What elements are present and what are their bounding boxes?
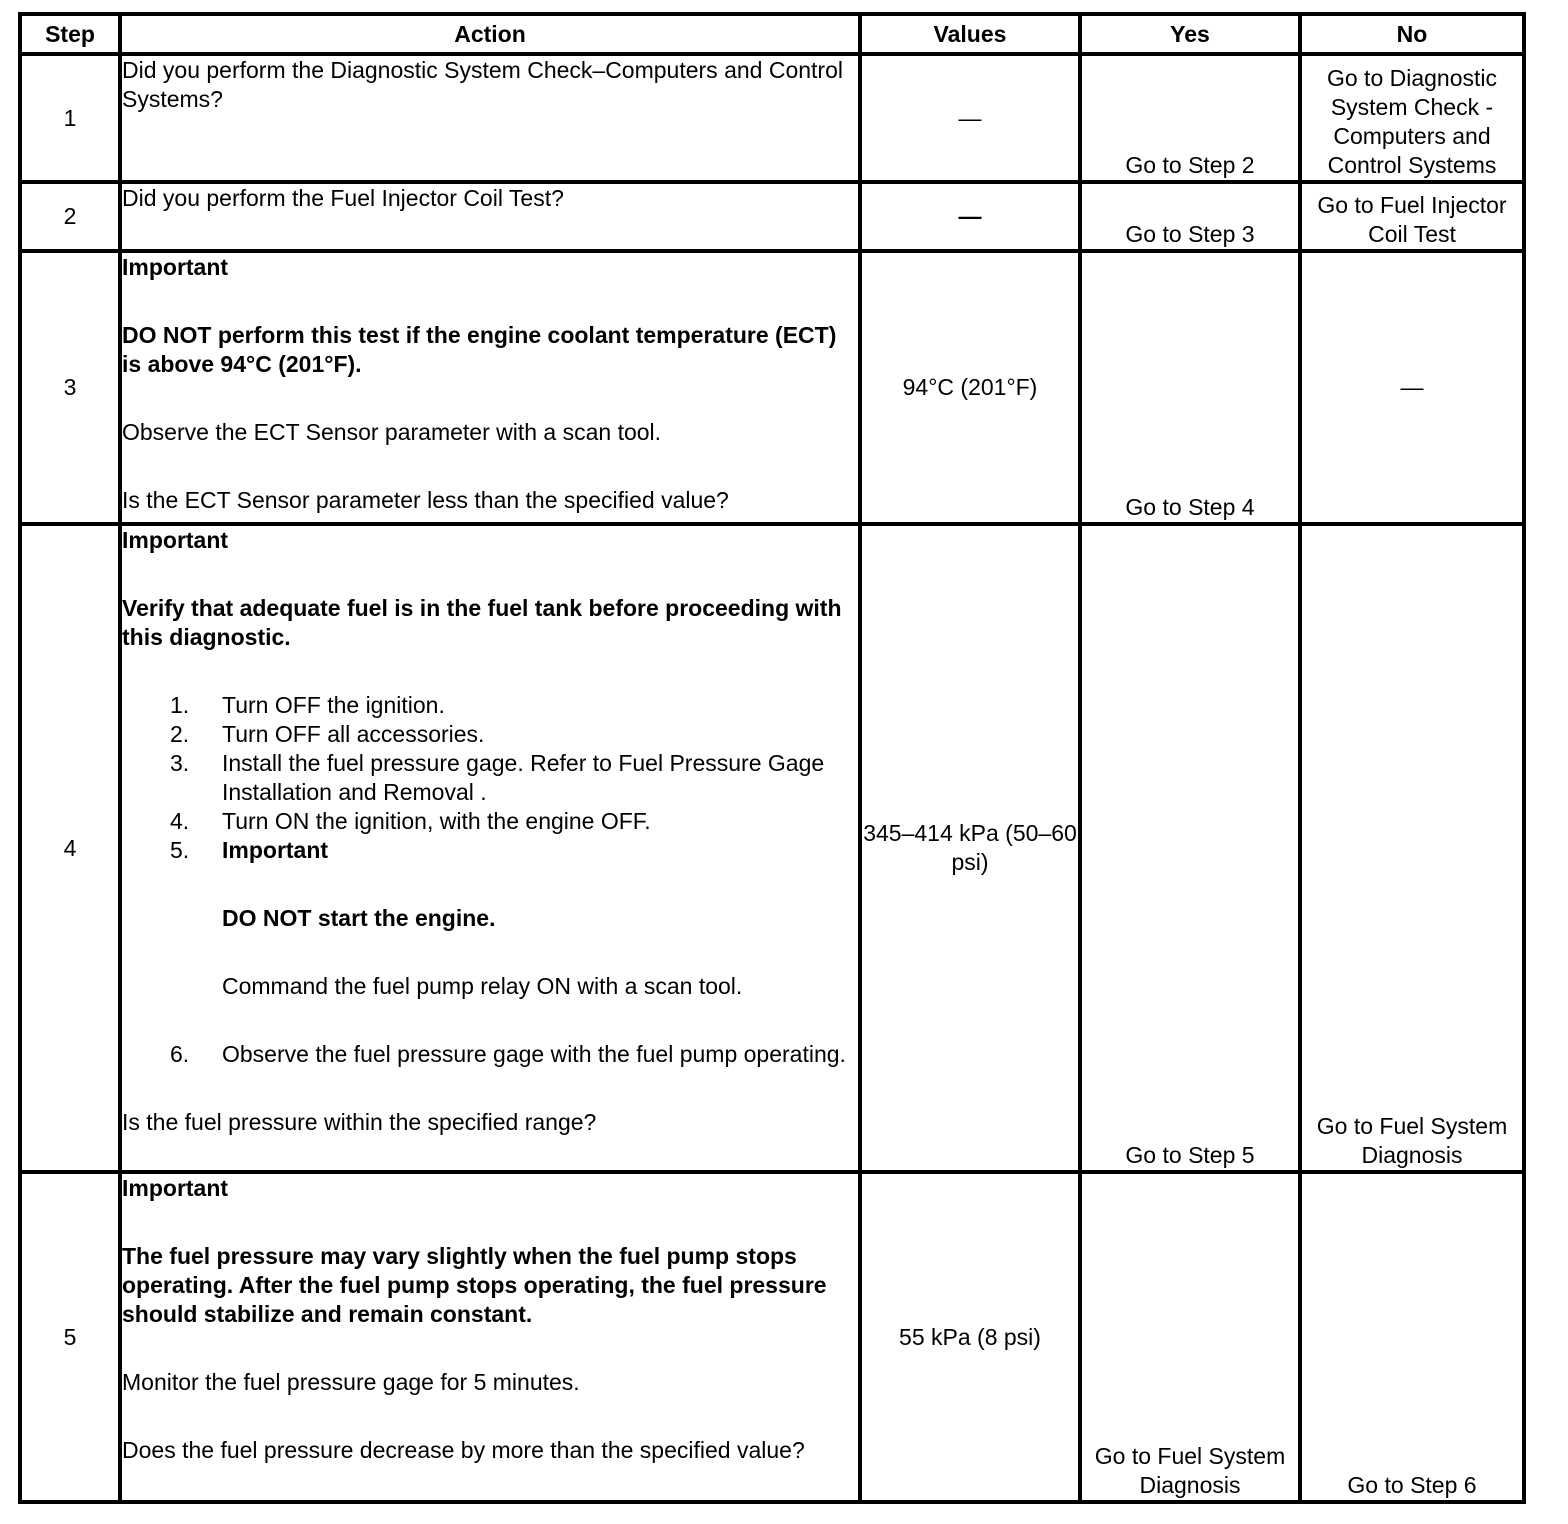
table-row bbox=[20, 182, 1524, 251]
substep-text: Observe the fuel pressure gage with the fuel pump operating. bbox=[222, 1041, 846, 1067]
header-step: Step bbox=[20, 14, 120, 54]
values-cell: 345–414 kPa (50–60 psi) bbox=[860, 524, 1080, 1172]
substep-list bbox=[122, 691, 858, 1069]
no-cell: Go to Fuel System Diagnosis bbox=[1300, 524, 1524, 1172]
no-cell: Go to Fuel Injector Coil Test bbox=[1300, 182, 1524, 251]
list-item bbox=[122, 1040, 858, 1069]
header-action: Action bbox=[120, 14, 860, 54]
important-label: Important bbox=[222, 837, 329, 863]
action-cell bbox=[120, 524, 860, 1172]
important-label: Important bbox=[122, 254, 229, 280]
substep-text: Turn OFF all accessories. bbox=[222, 721, 485, 747]
action-instruction: Observe the ECT Sensor parameter with a scan tool. bbox=[122, 419, 662, 445]
action-instruction: Monitor the fuel pressure gage for 5 minutes. bbox=[122, 1369, 580, 1395]
no-cell: Go to Step 6 bbox=[1300, 1172, 1524, 1502]
list-item bbox=[122, 807, 858, 836]
list-item bbox=[122, 836, 858, 1001]
action-cell bbox=[120, 182, 860, 251]
substep-number: 6. bbox=[170, 1041, 190, 1067]
yes-cell: Go to Fuel System Diagnosis bbox=[1080, 1172, 1300, 1502]
no-cell: Go to Diagnostic System Check - Computers and Control Systems bbox=[1300, 54, 1524, 182]
action-cell bbox=[120, 1172, 860, 1502]
important-text: Verify that adequate fuel is in the fuel tank before proceeding with this diagnostic. bbox=[122, 595, 842, 650]
yes-cell: Go to Step 2 bbox=[1080, 54, 1300, 182]
important-text: DO NOT start the engine. bbox=[222, 905, 496, 931]
header-row bbox=[20, 14, 1524, 54]
values-cell: 55 kPa (8 psi) bbox=[860, 1172, 1080, 1502]
list-item bbox=[122, 720, 858, 749]
important-label: Important bbox=[122, 527, 229, 553]
action-question: Does the fuel pressure decrease by more than the specified value? bbox=[122, 1437, 805, 1463]
action-question: Did you perform the Fuel Injector Coil Test? bbox=[122, 185, 564, 211]
table-row bbox=[20, 1172, 1524, 1502]
header-values: Values bbox=[860, 14, 1080, 54]
substep-number: 1. bbox=[170, 692, 190, 718]
diagnostic-table bbox=[18, 12, 1526, 1504]
step-number: 1 bbox=[20, 54, 120, 182]
important-label: Important bbox=[122, 1175, 229, 1201]
important-text: DO NOT perform this test if the engine coolant temperature (ECT) is above 94°C (201°F). bbox=[122, 322, 837, 377]
substep-number: 4. bbox=[170, 808, 190, 834]
action-cell bbox=[120, 251, 860, 524]
values-cell: — bbox=[860, 182, 1080, 251]
table-row bbox=[20, 54, 1524, 182]
step-number: 5 bbox=[20, 1172, 120, 1502]
substep-number: 2. bbox=[170, 721, 190, 747]
list-item bbox=[122, 749, 858, 807]
values-cell: — bbox=[860, 54, 1080, 182]
no-cell: — bbox=[1300, 251, 1524, 524]
substep-number: 5. bbox=[170, 837, 190, 863]
important-text: The fuel pressure may vary slightly when the fuel pump stops operating. After the fuel pump stops operating, the fuel pressure should stabilize and remain constant. bbox=[122, 1243, 827, 1327]
values-cell: 94°C (201°F) bbox=[860, 251, 1080, 524]
substep-text: Turn ON the ignition, with the engine OFF. bbox=[222, 808, 651, 834]
step-number: 3 bbox=[20, 251, 120, 524]
substep-text: Turn OFF the ignition. bbox=[222, 692, 445, 718]
substep-text: Install the fuel pressure gage. Refer to Fuel Pressure Gage Installation and Removal . bbox=[222, 750, 825, 805]
header-yes: Yes bbox=[1080, 14, 1300, 54]
action-cell bbox=[120, 54, 860, 182]
header-no: No bbox=[1300, 14, 1524, 54]
action-question: Is the ECT Sensor parameter less than the specified value? bbox=[122, 487, 729, 513]
table-row bbox=[20, 524, 1524, 1172]
yes-cell: Go to Step 3 bbox=[1080, 182, 1300, 251]
action-question: Is the fuel pressure within the specified range? bbox=[122, 1109, 597, 1135]
list-item bbox=[122, 691, 858, 720]
substep-text: Command the fuel pump relay ON with a scan tool. bbox=[222, 973, 743, 999]
yes-cell: Go to Step 4 bbox=[1080, 251, 1300, 524]
action-question: Did you perform the Diagnostic System Check–Computers and Control Systems? bbox=[122, 57, 843, 112]
table-row bbox=[20, 251, 1524, 524]
substep-number: 3. bbox=[170, 750, 190, 776]
step-number: 2 bbox=[20, 182, 120, 251]
step-number: 4 bbox=[20, 524, 120, 1172]
yes-cell: Go to Step 5 bbox=[1080, 524, 1300, 1172]
